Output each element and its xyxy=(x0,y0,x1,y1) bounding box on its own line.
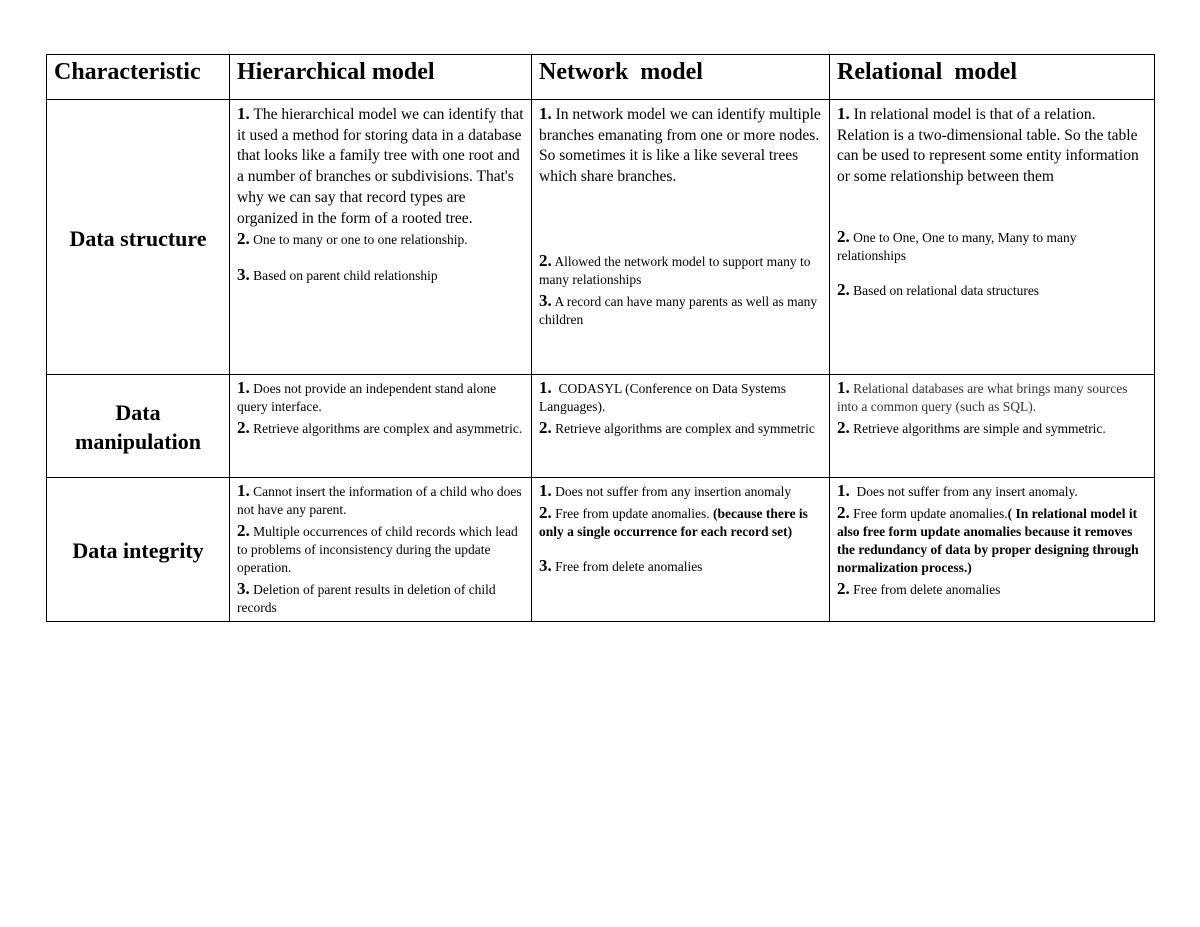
list-item: 2. One to many or one to one relationship. xyxy=(237,229,468,249)
list-item: 2. Retrieve algorithms are complex and symmetric xyxy=(539,418,815,437)
list-item: 2. Retrieve algorithms are complex and asymmetric. xyxy=(237,418,523,437)
list-item: 2. Retrieve algorithms are simple and symmetric. xyxy=(837,418,1106,437)
cell-relational-manipulation xyxy=(830,375,1155,478)
row-label-data-manipulation: Data manipulation xyxy=(47,375,230,478)
list-item: 1. Does not suffer from any insertion anomaly xyxy=(539,481,792,500)
header-characteristic: Characteristic xyxy=(47,55,230,100)
list-item: 2. One to One, One to many, Many to many relationships xyxy=(837,226,1077,263)
header-relational: Relational model xyxy=(830,55,1155,100)
row-data-manipulation xyxy=(47,375,1155,478)
list-item: 3. Deletion of parent results in deletion of child records xyxy=(237,579,496,615)
list-item: 2. Free from update anomalies. (because there is only a single occurrence for each record set) xyxy=(539,503,808,539)
list-item: 1. Relational databases are what brings many sources into a common query (such as SQL). xyxy=(837,378,1128,414)
header-hierarchical: Hierarchical model xyxy=(230,55,532,100)
cell-hierarchical-structure xyxy=(230,100,532,375)
list-item: 2. Free form update anomalies.( In relational model it also free form update anomalies because it removes the redundancy of data by proper designing through normalization process.) xyxy=(837,503,1139,575)
header-row xyxy=(47,55,1155,100)
comparison-table xyxy=(46,54,1155,622)
list-item: 2. Based on relational data structures xyxy=(837,279,1040,299)
list-item: 1. Cannot insert the information of a child who does not have any parent. xyxy=(237,481,522,517)
list-item: 2. Allowed the network model to support many to many relationships xyxy=(539,250,811,287)
row-label-data-structure: Data structure xyxy=(47,100,230,375)
cell-hierarchical-manipulation xyxy=(230,375,532,478)
cell-network-manipulation xyxy=(532,375,830,478)
cell-network-structure xyxy=(532,100,830,375)
list-item: 1. In network model we can identify multiple branches emanating from one or more nodes. So sometimes it is like a like several trees which share branches. xyxy=(539,104,821,186)
list-item: 3. A record can have many parents as well as many children xyxy=(539,290,818,327)
list-item: 2. Multiple occurrences of child records which lead to problems of inconsistency during the update operation. xyxy=(237,521,518,575)
cell-relational-structure xyxy=(830,100,1155,375)
cell-relational-integrity xyxy=(830,478,1155,622)
row-label-data-integrity: Data integrity xyxy=(47,478,230,622)
row-data-structure xyxy=(47,100,1155,375)
list-item: 1. Does not provide an independent stand alone query interface. xyxy=(237,378,497,414)
list-item: 1. In relational model is that of a relation. Relation is a two-dimensional table. So the table can be used to represent some entity information or some relationship between them xyxy=(837,104,1139,186)
cell-network-integrity xyxy=(532,478,830,622)
list-item: 3. Free from delete anomalies xyxy=(539,556,703,575)
list-item: 3. Based on parent child relationship xyxy=(237,265,438,285)
row-data-integrity xyxy=(47,478,1155,622)
cell-hierarchical-integrity xyxy=(230,478,532,622)
list-item: 1. Does not suffer from any insert anomaly. xyxy=(837,481,1078,500)
list-item: 2. Free from delete anomalies xyxy=(837,579,1001,598)
list-item: 1. The hierarchical model we can identify that it used a method for storing data in a database that looks like a family tree with one root and a number of branches or subdivisions. That's why we can say that record types are organized in the form of a rooted tree. xyxy=(237,104,528,227)
header-network: Network model xyxy=(532,55,830,100)
list-item: 1. CODASYL (Conference on Data Systems Languages). xyxy=(539,378,790,414)
